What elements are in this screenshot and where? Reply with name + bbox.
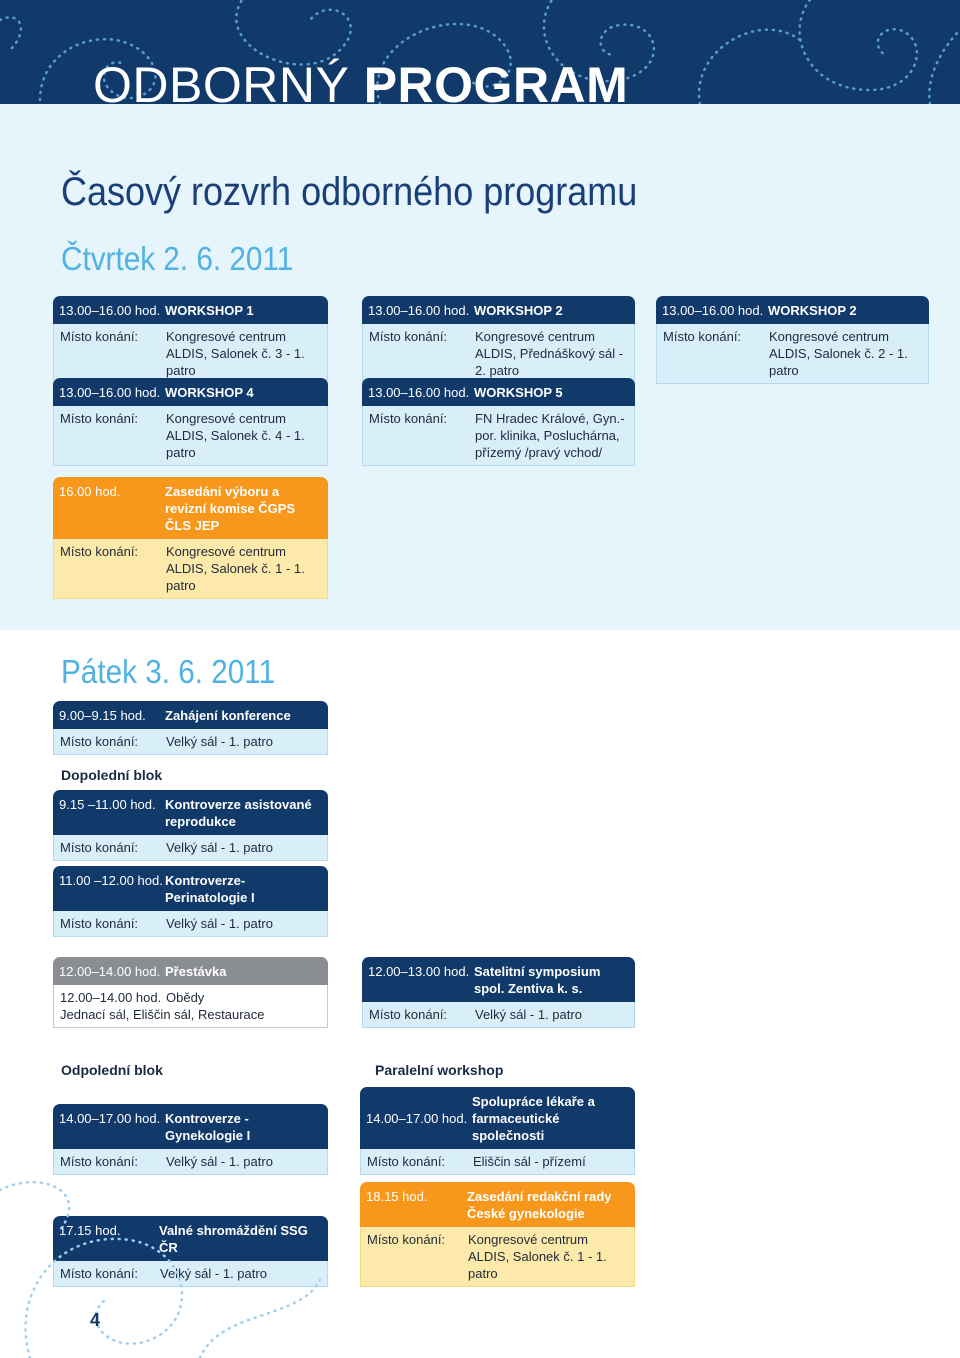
card-time: 14.00–17.00 hod. (59, 1111, 161, 1126)
card-header (53, 866, 328, 911)
card-time: 9.15 –11.00 hod. (59, 797, 156, 812)
place-value: Velký sál - 1. patro (166, 1154, 273, 1169)
place-value: Kongresové centrum ALDIS, Přednáškový sál - 2. patro (475, 329, 624, 378)
place-value: Velký sál - 1. patro (166, 734, 273, 749)
card-header (53, 957, 328, 985)
place-label: Místo konání: (369, 1007, 448, 1022)
banner-title-bold: PROGRAM (363, 57, 629, 104)
card-header (362, 296, 635, 324)
card-body (360, 1149, 635, 1175)
editorial-card (360, 1182, 635, 1287)
card-title: Kontroverze - Gynekologie I (165, 1111, 251, 1143)
card-title: Kontroverze asistované reprodukce (165, 797, 312, 829)
card-time: 12.00–13.00 hod. (368, 964, 470, 979)
card-time: 12.00–14.00 hod. (59, 964, 161, 979)
card-body (360, 1227, 635, 1287)
card-header (53, 477, 328, 539)
place-value: Kongresové centrum ALDIS, Salonek č. 2 - 1. patro (769, 329, 908, 378)
afternoon-block-label: Odpolední blok (61, 1062, 163, 1078)
place-label: Místo konání: (663, 329, 742, 344)
place-label: Místo konání: (369, 329, 448, 344)
header-band (0, 0, 960, 104)
place-value: Kongresové centrum ALDIS, Salonek č. 4 - 1. patro (166, 411, 305, 460)
place-value: Kongresové centrum ALDIS, Salonek č. 1 - 1. patro (166, 544, 305, 593)
card-body (53, 985, 328, 1028)
cooperation-card (360, 1087, 635, 1175)
card-header (53, 378, 328, 406)
parallel-workshop-label: Paralelní workshop (375, 1062, 504, 1078)
card-body (656, 324, 929, 384)
card-body (53, 729, 328, 755)
card-body (53, 835, 328, 861)
opening-card (53, 701, 328, 755)
card-title: Spolupráce lékaře a farmaceutické společnosti (472, 1094, 595, 1143)
place-value: Velký sál - 1. patro (160, 1266, 267, 1281)
card-body (53, 911, 328, 937)
card-time: 13.00–16.00 hod. (59, 303, 161, 318)
card-title: WORKSHOP 1 (165, 303, 254, 318)
card-header (53, 1104, 328, 1149)
workshop-card (362, 296, 635, 384)
lunch-row (60, 989, 321, 1006)
card-header (362, 378, 635, 406)
page-number: 4 (90, 1310, 101, 1330)
place-label: Místo konání: (60, 1154, 139, 1169)
page-title: Časový rozvrh odborného programu (61, 170, 638, 214)
card-time: 16.00 hod. (59, 484, 121, 499)
workshop-card (53, 296, 328, 384)
place-label: Místo konání: (60, 1266, 139, 1281)
gynecology-card (53, 1104, 328, 1175)
lunch-place: Jednací sál, Eliščin sál, Restaurace (60, 1007, 265, 1022)
satellite-card (362, 957, 635, 1028)
place-value: Eliščin sál - přízemí (473, 1154, 586, 1169)
card-header (656, 296, 929, 324)
card-title: WORKSHOP 2 (768, 303, 857, 318)
card-header (360, 1087, 635, 1149)
card-title: Zasedání výboru a revizní komise ČGPS ČLS JEP (165, 484, 296, 533)
morning-block-label: Dopolední blok (61, 767, 163, 783)
card-body (53, 539, 328, 599)
break-card (53, 957, 328, 1028)
card-title: Zahájení konference (165, 708, 291, 723)
friday-heading: Pátek 3. 6. 2011 (61, 653, 276, 690)
place-label: Místo konání: (369, 411, 448, 426)
card-time: 13.00–16.00 hod. (662, 303, 764, 318)
card-time: 13.00–16.00 hod. (368, 385, 470, 400)
workshop-card (53, 378, 328, 466)
place-value: FN Hradec Králové, Gyn.-por. klinika, Posluchárna, přízemý /pravý vchod/ (475, 411, 625, 460)
place-label: Místo konání: (60, 411, 139, 426)
place-value: Kongresové centrum ALDIS, Salonek č. 1 - 1. patro (468, 1232, 607, 1281)
session-card (53, 866, 328, 937)
place-label: Místo konání: (60, 840, 139, 855)
card-header (53, 701, 328, 729)
card-time: 13.00–16.00 hod. (368, 303, 470, 318)
card-title: WORKSHOP 2 (474, 303, 563, 318)
card-title: WORKSHOP 5 (474, 385, 563, 400)
place-label: Místo konání: (60, 544, 139, 559)
card-body (53, 406, 328, 466)
committee-card (53, 477, 328, 599)
card-header (53, 790, 328, 835)
session-card (53, 790, 328, 861)
place-label: Místo konání: (60, 329, 139, 344)
lunch-title: Obědy (166, 990, 205, 1005)
banner-title-light: ODBORNÝ (93, 57, 364, 104)
card-title: Zasedání redakční rady České gynekologie (467, 1189, 612, 1221)
card-body (362, 1002, 635, 1028)
place-value: Velký sál - 1. patro (166, 840, 273, 855)
card-body (362, 324, 635, 384)
card-time: 14.00–17.00 hod. (366, 1111, 468, 1126)
place-value: Velký sál - 1. patro (475, 1007, 582, 1022)
card-time: 9.00–9.15 hod. (59, 708, 146, 723)
card-body (53, 324, 328, 384)
workshop-card (656, 296, 929, 384)
place-label: Místo konání: (60, 916, 139, 931)
card-title: Valné shromáždění SSG ČR (159, 1223, 308, 1255)
card-time: 13.00–16.00 hod. (59, 385, 161, 400)
card-time: 18.15 hod. (366, 1189, 428, 1204)
bottom-swirl-icon (0, 1170, 360, 1358)
card-time: 11.00 –12.00 hod. (59, 873, 163, 888)
card-header (362, 957, 635, 1002)
card-title: WORKSHOP 4 (165, 385, 254, 400)
card-title: Přestávka (165, 964, 227, 979)
thursday-heading: Čtvrtek 2. 6. 2011 (61, 240, 294, 277)
card-title: Satelitní symposium spol. Zentiva k. s. (474, 964, 601, 996)
workshop-card (362, 378, 635, 466)
card-time: 17.15 hod. (59, 1223, 121, 1238)
place-value: Velký sál - 1. patro (166, 916, 273, 931)
place-label: Místo konání: (60, 734, 139, 749)
card-body (362, 406, 635, 466)
place-label: Místo konání: (367, 1232, 446, 1247)
place-value: Kongresové centrum ALDIS, Salonek č. 3 - 1. patro (166, 329, 305, 378)
card-header (360, 1182, 635, 1227)
lunch-time: 12.00–14.00 hod. (60, 990, 162, 1005)
page-banner-title (93, 57, 629, 104)
place-label: Místo konání: (367, 1154, 446, 1169)
card-title: Kontroverze-Perinatologie I (165, 873, 255, 905)
card-header (53, 296, 328, 324)
